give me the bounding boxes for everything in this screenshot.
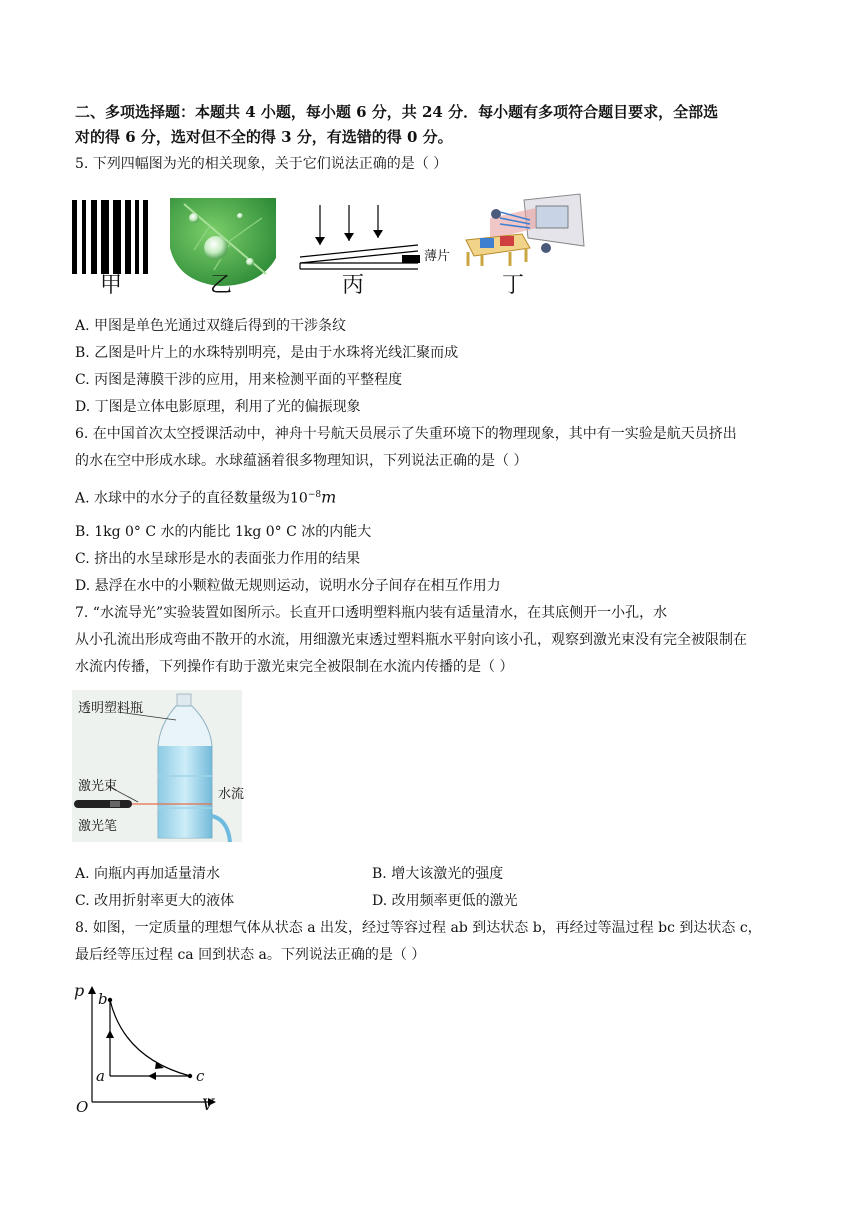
caption-ding: 丁 xyxy=(502,273,525,298)
q7-option-c: C. 改用折射率更大的液体 xyxy=(75,893,235,909)
q5-option-c: C. 丙图是薄膜干涉的应用，用来检测平面的平整程度 xyxy=(75,372,403,388)
q6-stem-line1: 6. 在中国首次太空授课活动中，神舟十号航天员展示了失重环境下的物理现象，其中有一实验是航天员挤出 xyxy=(75,426,737,442)
label-stream: 水流 xyxy=(218,787,245,802)
point-c-label: c xyxy=(196,1067,205,1085)
caption-jia: 甲 xyxy=(100,273,123,298)
q7-stem-line1: 7. “水流导光”实验装置如图所示。长直开口透明塑料瓶内装有适量清水，在其底侧开一小孔，水 xyxy=(75,605,668,621)
q6-option-a-text: A. 水球中的水分子的直径数量级为 xyxy=(75,490,291,507)
q5-option-b: B. 乙图是叶片上的水珠特别明亮，是由于水珠将光线汇聚而成 xyxy=(75,345,459,361)
axis-label-v: V xyxy=(202,1095,214,1114)
q7-option-a: A. 向瓶内再加适量清水 xyxy=(75,866,221,882)
q7-option-d: D. 改用频率更低的激光 xyxy=(372,893,518,909)
q6-option-a-exponent: −8 xyxy=(307,490,322,500)
q5-stem: 5. 下列四幅图为光的相关现象，关于它们说法正确的是（ ） xyxy=(75,156,448,172)
caption-yi: 乙 xyxy=(210,273,233,298)
q7-stem-line2: 从小孔流出形成弯曲不散开的水流，用细激光束透过塑料瓶水平射向该小孔，观察到激光束没有完全被限制在 xyxy=(75,632,747,648)
q6-option-a-unit: m xyxy=(321,487,337,507)
q6-option-a xyxy=(75,486,336,508)
q6-option-b: B. 1kg 0° C 水的内能比 1kg 0° C 冰的内能大 xyxy=(75,524,372,540)
figure-water-light-guide xyxy=(72,690,245,842)
q8-stem-line2: 最后经等压过程 ca 回到状态 a。下列说法正确的是（ ） xyxy=(75,947,426,963)
axis-label-p: p xyxy=(74,981,85,1000)
origin-label: O xyxy=(76,1098,89,1116)
q5-option-d: D. 丁图是立体电影原理，利用了光的偏振现象 xyxy=(75,399,361,415)
label-beam: 激光束 xyxy=(78,779,118,794)
figure-pv-graph xyxy=(72,982,222,1114)
q7-stem-line3: 水流内传播，下列操作有助于激光束完全被限制在水流内传播的是（ ） xyxy=(75,659,514,675)
film-label: 薄片 xyxy=(424,249,451,264)
q6-option-c: C. 挤出的水呈球形是水的表面张力作用的结果 xyxy=(75,551,361,567)
figure-jia-fringes xyxy=(72,200,150,274)
q7-option-b: B. 增大该激光的强度 xyxy=(372,866,504,882)
figure-ding-3d-cinema xyxy=(460,190,590,268)
section-header-line2: 对的得 6 分，选对但不全的得 3 分，有选错的得 0 分。 xyxy=(75,128,453,146)
point-a-label: a xyxy=(96,1067,105,1085)
label-pen: 激光笔 xyxy=(78,819,118,834)
q8-stem-line1: 8. 如图，一定质量的理想气体从状态 a 出发，经过等容过程 ab 到达状态 b，再经过等温过程 bc 到达状态 c， xyxy=(75,920,762,936)
q6-option-d: D. 悬浮在水中的小颗粒做无规则运动，说明水分子间存在相互作用力 xyxy=(75,578,501,594)
caption-bing: 丙 xyxy=(342,273,365,298)
point-b-label: b xyxy=(98,990,108,1008)
q6-option-a-base: 10 xyxy=(290,490,308,507)
q6-stem-line2: 的水在空中形成水球。水球蕴涵着很多物理知识，下列说法正确的是（ ） xyxy=(75,453,528,469)
section-header-line1: 二、多项选择题：本题共 4 小题，每小题 6 分，共 24 分．每小题有多项符合题目要求，全部选 xyxy=(75,103,719,121)
label-bottle: 透明塑料瓶 xyxy=(78,701,144,716)
pv-graph-drawing xyxy=(72,982,222,1114)
q5-option-a: A. 甲图是单色光通过双缝后得到的干涉条纹 xyxy=(75,318,347,334)
